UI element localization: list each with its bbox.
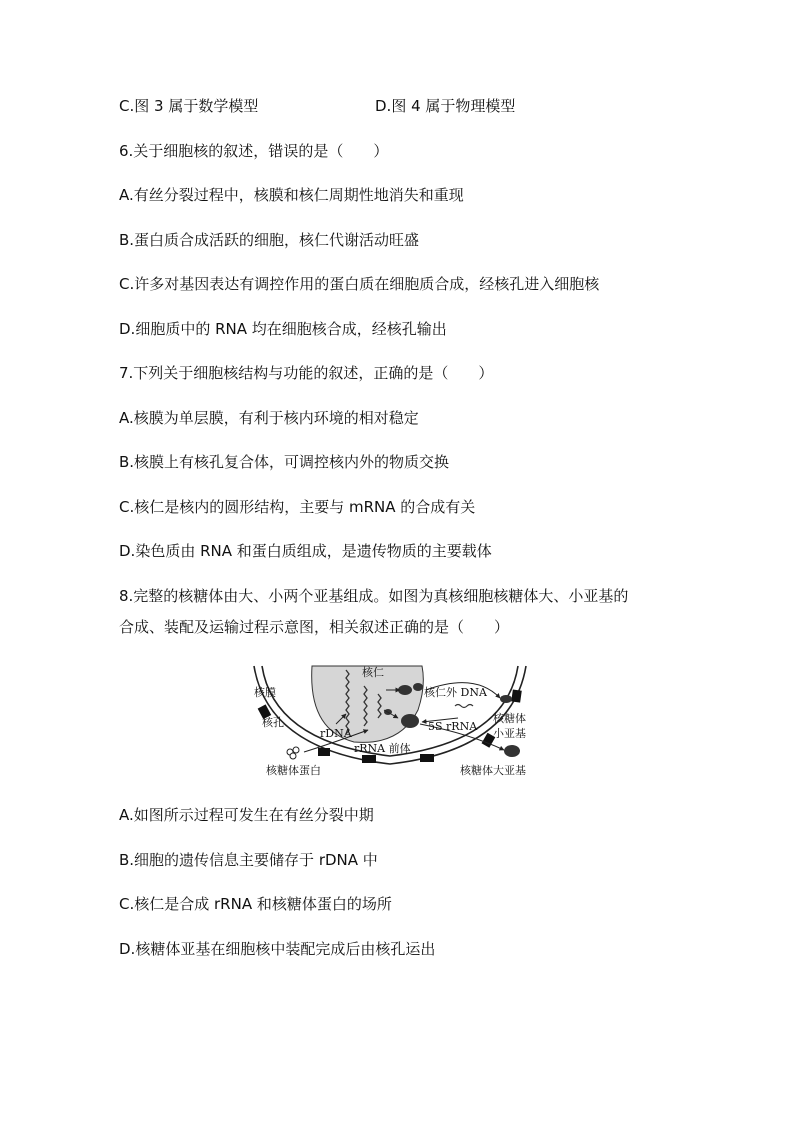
large-subunit-blob-outside: [504, 745, 520, 757]
small-subunit-blob: [398, 685, 412, 695]
label-extra-dna: 核仁外 DNA: [424, 686, 487, 699]
q7-option-b: B.核膜上有核孔复合体，可调控核内外的物质交换: [119, 453, 450, 471]
ribosome-protein-dot: [290, 753, 296, 759]
q6-option-a: A.有丝分裂过程中，核膜和核仁周期性地消失和重现: [119, 186, 464, 204]
small-subunit-blob-outside: [500, 695, 512, 703]
label-membrane: 核膜: [254, 686, 276, 699]
extra-dna-wave: [455, 705, 473, 708]
q8-option-a: A.如图所示过程可发生在有丝分裂中期: [119, 806, 374, 824]
nuclear-pore: [511, 690, 522, 703]
q8-option-c: C.核仁是合成 rRNA 和核糖体蛋白的场所: [119, 895, 392, 913]
label-rrna-precursor: rRNA 前体: [354, 742, 411, 755]
q8-stem-line2: 合成、装配及运输过程示意图，相关叙述正确的是（ ）: [119, 618, 510, 636]
label-pore: 核孔: [262, 716, 284, 729]
nuclear-pore: [420, 754, 434, 762]
q6-stem: 6.关于细胞核的叙述，错误的是（ ）: [119, 142, 389, 160]
q5-option-c: C.图 3 属于数学模型: [119, 97, 259, 115]
label-small-subunit-1: 核糖体: [493, 712, 526, 725]
label-ribosome-protein: 核糖体蛋白: [266, 764, 321, 777]
ribosome-protein-dot: [293, 747, 299, 753]
q6-option-d: D.细胞质中的 RNA 均在细胞核合成，经核孔输出: [119, 320, 447, 338]
q8-option-d: D.核糖体亚基在细胞核中装配完成后由核孔运出: [119, 940, 436, 958]
q7-option-d: D.染色质由 RNA 和蛋白质组成，是遗传物质的主要载体: [119, 542, 492, 560]
small-subunit-blob: [413, 683, 423, 691]
nuclear-pore: [318, 748, 330, 756]
q7-option-c: C.核仁是核内的圆形结构，主要与 mRNA 的合成有关: [119, 498, 476, 516]
label-nucleolus: 核仁: [362, 666, 384, 679]
q5-option-d: D.图 4 属于物理模型: [375, 97, 516, 115]
ribosome-assembly-figure: [250, 660, 550, 785]
q7-stem: 7.下列关于细胞核结构与功能的叙述，正确的是（ ）: [119, 364, 494, 382]
q6-option-b: B.蛋白质合成活跃的细胞，核仁代谢活动旺盛: [119, 231, 420, 249]
label-5s-rrna: 5S rRNA: [428, 720, 478, 733]
label-small-subunit-2: 小亚基: [493, 727, 526, 740]
q8-stem-line1: 8.完整的核糖体由大、小两个亚基组成。如图为真核细胞核糖体大、小亚基的: [119, 587, 629, 605]
label-large-subunit: 核糖体大亚基: [460, 764, 526, 777]
q7-option-a: A.核膜为单层膜，有利于核内环境的相对稳定: [119, 409, 419, 427]
label-rdna: rDNA: [320, 727, 352, 740]
q8-option-b: B.细胞的遗传信息主要储存于 rDNA 中: [119, 851, 378, 869]
large-subunit-blob: [401, 714, 419, 728]
nuclear-pore: [362, 755, 376, 763]
q6-option-c: C.许多对基因表达有调控作用的蛋白质在细胞质合成，经核孔进入细胞核: [119, 275, 600, 293]
